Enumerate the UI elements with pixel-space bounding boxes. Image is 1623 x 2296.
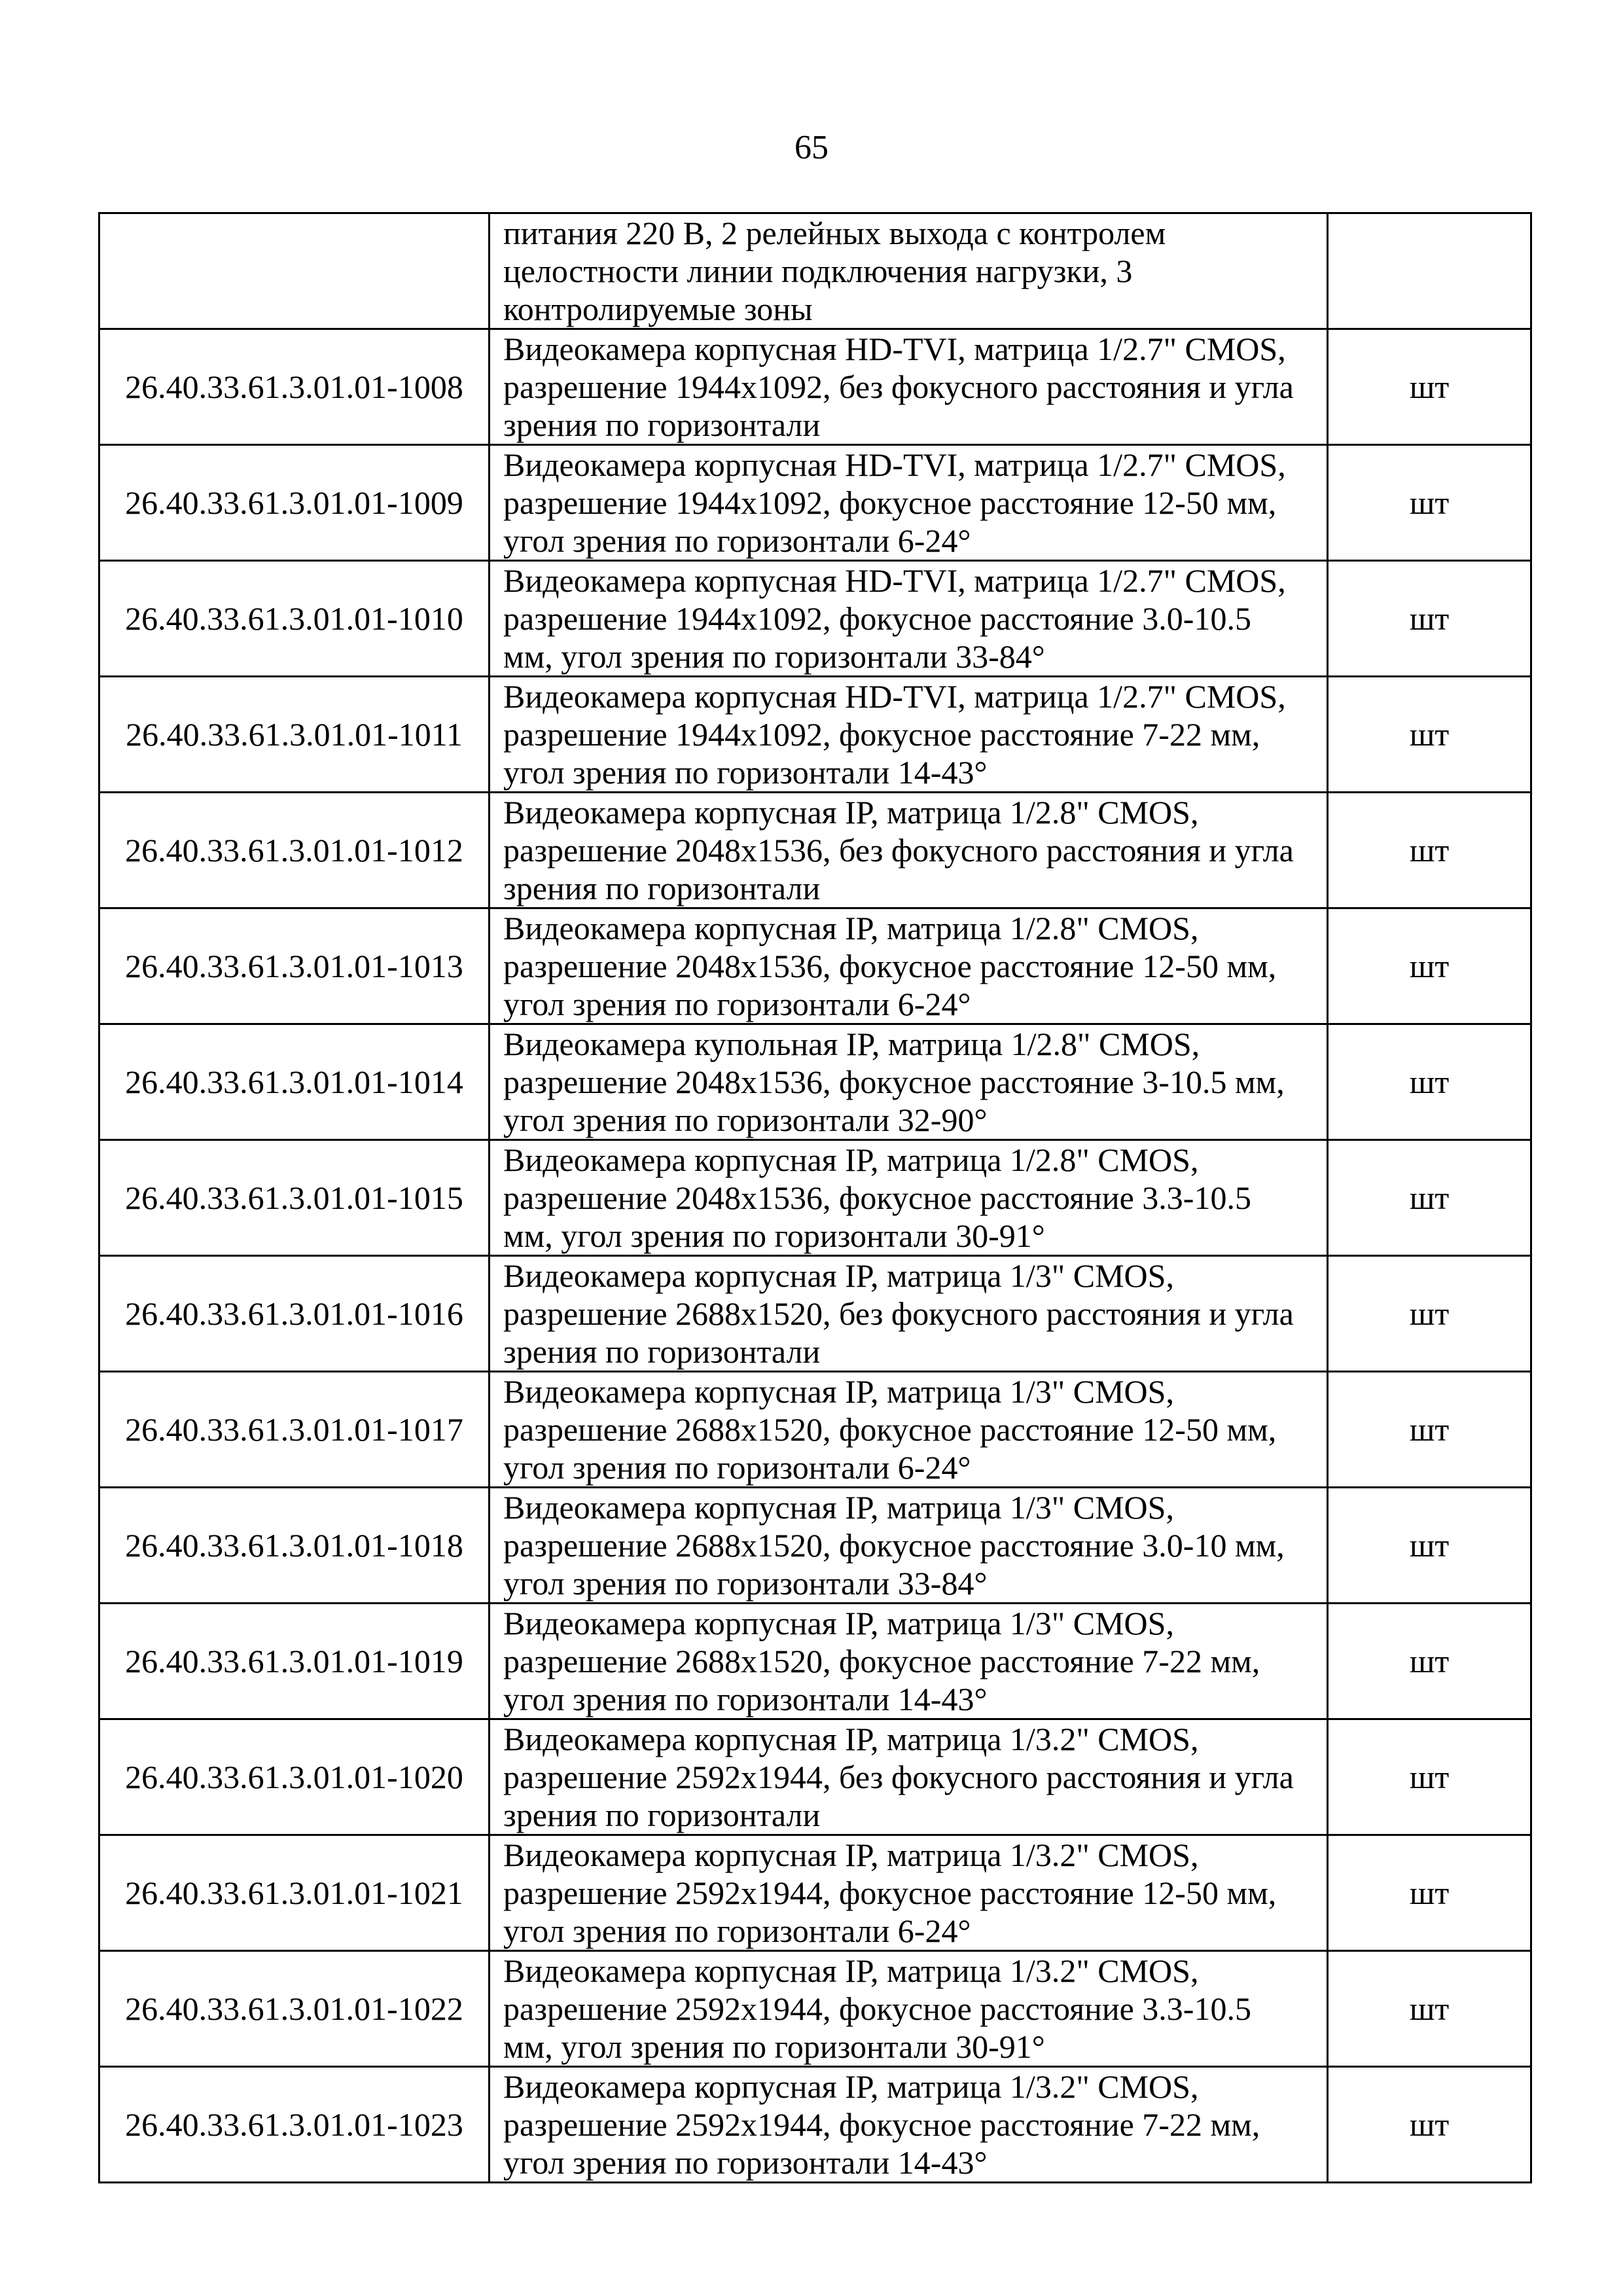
unit-cell: шт bbox=[1328, 1372, 1531, 1488]
description-line: угол зрения по горизонтали 6-24° bbox=[503, 1449, 971, 1486]
description-line: угол зрения по горизонтали 6-24° bbox=[503, 522, 971, 559]
resource-code-cell: 26.40.33.61.3.01.01-1022 bbox=[99, 1951, 490, 2067]
unit-cell: шт bbox=[1328, 1604, 1531, 1719]
description-line: питания 220 В, 2 релейных выхода с контролем bbox=[503, 215, 1166, 251]
resource-description-cell bbox=[490, 1488, 1328, 1604]
description-line: разрешение 2688x1520, фокусное расстояние 7-22 мм, bbox=[503, 1643, 1260, 1679]
table-row bbox=[99, 213, 1531, 329]
unit-cell: шт bbox=[1328, 1256, 1531, 1372]
table-row bbox=[99, 1372, 1531, 1488]
description-line: зрения по горизонтали bbox=[503, 870, 821, 906]
description-line: угол зрения по горизонтали 6-24° bbox=[503, 1912, 971, 1949]
description-line: разрешение 2592x1944, фокусное расстояние 12-50 мм, bbox=[503, 1874, 1277, 1911]
description-line: мм, угол зрения по горизонтали 30-91° bbox=[503, 2028, 1045, 2065]
catalog-table-body bbox=[99, 213, 1531, 2183]
unit-cell: шт bbox=[1328, 561, 1531, 677]
resource-description-cell bbox=[490, 1140, 1328, 1256]
unit-cell: шт bbox=[1328, 677, 1531, 793]
description-line: Видеокамера корпусная IP, матрица 1/3" CMOS, bbox=[503, 1605, 1174, 1641]
resource-code-cell: 26.40.33.61.3.01.01-1018 bbox=[99, 1488, 490, 1604]
description-line: разрешение 2048x1536, без фокусного расстояния и угла bbox=[503, 832, 1294, 869]
unit-cell: шт bbox=[1328, 1024, 1531, 1140]
description-line: разрешение 2048x1536, фокусное расстояние 12-50 мм, bbox=[503, 948, 1277, 984]
description-line: Видеокамера корпусная IP, матрица 1/3.2" CMOS, bbox=[503, 2068, 1199, 2105]
description-line: Видеокамера корпусная IP, матрица 1/2.8" CMOS, bbox=[503, 794, 1199, 831]
description-line: разрешение 1944x1092, фокусное расстояние 7-22 мм, bbox=[503, 716, 1260, 753]
description-line: Видеокамера корпусная IP, матрица 1/2.8" CMOS, bbox=[503, 1141, 1199, 1178]
description-line: зрения по горизонтали bbox=[503, 1797, 821, 1833]
table-row bbox=[99, 1024, 1531, 1140]
resource-code-cell: 26.40.33.61.3.01.01-1020 bbox=[99, 1719, 490, 1835]
description-line: угол зрения по горизонтали 33-84° bbox=[503, 1565, 988, 1602]
resource-description-cell bbox=[490, 2067, 1328, 2183]
description-line: зрения по горизонтали bbox=[503, 1333, 821, 1370]
resource-code-cell: 26.40.33.61.3.01.01-1010 bbox=[99, 561, 490, 677]
description-line: разрешение 2688x1520, фокусное расстояние 12-50 мм, bbox=[503, 1411, 1277, 1448]
resource-description-cell bbox=[490, 1719, 1328, 1835]
unit-cell: шт bbox=[1328, 793, 1531, 908]
description-line: Видеокамера корпусная HD-TVI, матрица 1/2.7" CMOS, bbox=[503, 562, 1286, 599]
description-line: Видеокамера купольная IP, матрица 1/2.8" CMOS, bbox=[503, 1026, 1200, 1062]
description-line: Видеокамера корпусная IP, матрица 1/2.8" CMOS, bbox=[503, 910, 1199, 946]
unit-cell: шт bbox=[1328, 2067, 1531, 2183]
unit-cell: шт bbox=[1328, 1488, 1531, 1604]
resource-description-cell bbox=[490, 561, 1328, 677]
description-line: Видеокамера корпусная HD-TVI, матрица 1/2.7" CMOS, bbox=[503, 331, 1286, 367]
description-line: целостности линии подключения нагрузки, 3 bbox=[503, 253, 1133, 289]
resource-code-cell: 26.40.33.61.3.01.01-1014 bbox=[99, 1024, 490, 1140]
resource-description-cell bbox=[490, 1372, 1328, 1488]
table-row bbox=[99, 677, 1531, 793]
resource-description-cell bbox=[490, 793, 1328, 908]
description-line: разрешение 1944x1092, фокусное расстояние 3.0-10.5 bbox=[503, 600, 1251, 637]
resource-code-cell: 26.40.33.61.3.01.01-1015 bbox=[99, 1140, 490, 1256]
description-line: мм, угол зрения по горизонтали 33-84° bbox=[503, 638, 1045, 675]
table-row bbox=[99, 1951, 1531, 2067]
unit-cell: шт bbox=[1328, 1719, 1531, 1835]
resource-description-cell bbox=[490, 213, 1328, 329]
unit-cell: шт bbox=[1328, 1140, 1531, 1256]
description-line: угол зрения по горизонтали 14-43° bbox=[503, 754, 988, 791]
resource-description-cell bbox=[490, 329, 1328, 445]
resource-code-cell: 26.40.33.61.3.01.01-1011 bbox=[99, 677, 490, 793]
resource-description-cell bbox=[490, 1951, 1328, 2067]
resource-description-cell bbox=[490, 677, 1328, 793]
description-line: контролируемые зоны bbox=[503, 291, 813, 327]
description-line: разрешение 2688x1520, фокусное расстояние 3.0-10 мм, bbox=[503, 1527, 1285, 1564]
resource-code-cell: 26.40.33.61.3.01.01-1012 bbox=[99, 793, 490, 908]
table-row bbox=[99, 329, 1531, 445]
description-line: разрешение 2592x1944, фокусное расстояние 3.3-10.5 bbox=[503, 1990, 1251, 2027]
description-line: Видеокамера корпусная HD-TVI, матрица 1/2.7" CMOS, bbox=[503, 678, 1286, 715]
resource-code-cell: 26.40.33.61.3.01.01-1009 bbox=[99, 445, 490, 561]
description-line: Видеокамера корпусная IP, матрица 1/3.2" CMOS, bbox=[503, 1837, 1199, 1873]
description-line: угол зрения по горизонтали 32-90° bbox=[503, 1102, 988, 1138]
description-line: разрешение 2592x1944, без фокусного расстояния и угла bbox=[503, 1759, 1294, 1795]
unit-cell: шт bbox=[1328, 1835, 1531, 1951]
description-line: мм, угол зрения по горизонтали 30-91° bbox=[503, 1217, 1045, 1254]
table-row bbox=[99, 1604, 1531, 1719]
table-row bbox=[99, 561, 1531, 677]
unit-cell: шт bbox=[1328, 908, 1531, 1024]
description-line: разрешение 2048x1536, фокусное расстояние 3.3-10.5 bbox=[503, 1179, 1251, 1216]
table-row bbox=[99, 1140, 1531, 1256]
table-row bbox=[99, 1835, 1531, 1951]
description-line: угол зрения по горизонтали 14-43° bbox=[503, 2144, 988, 2181]
resource-description-cell bbox=[490, 1024, 1328, 1140]
resource-description-cell bbox=[490, 908, 1328, 1024]
description-line: разрешение 1944x1092, фокусное расстояние 12-50 мм, bbox=[503, 484, 1277, 521]
resource-code-cell bbox=[99, 213, 490, 329]
description-line: Видеокамера корпусная IP, матрица 1/3.2" CMOS, bbox=[503, 1721, 1199, 1757]
catalog-table bbox=[98, 212, 1532, 2183]
resource-code-cell: 26.40.33.61.3.01.01-1023 bbox=[99, 2067, 490, 2183]
table-row bbox=[99, 2067, 1531, 2183]
resource-description-cell bbox=[490, 1835, 1328, 1951]
description-line: Видеокамера корпусная HD-TVI, матрица 1/2.7" CMOS, bbox=[503, 446, 1286, 483]
resource-description-cell bbox=[490, 1604, 1328, 1719]
resource-description-cell bbox=[490, 1256, 1328, 1372]
table-row bbox=[99, 445, 1531, 561]
description-line: Видеокамера корпусная IP, матрица 1/3" CMOS, bbox=[503, 1373, 1174, 1410]
description-line: Видеокамера корпусная IP, матрица 1/3" CMOS, bbox=[503, 1257, 1174, 1294]
resource-code-cell: 26.40.33.61.3.01.01-1008 bbox=[99, 329, 490, 445]
description-line: Видеокамера корпусная IP, матрица 1/3" CMOS, bbox=[503, 1489, 1174, 1526]
table-row bbox=[99, 1256, 1531, 1372]
resource-code-cell: 26.40.33.61.3.01.01-1016 bbox=[99, 1256, 490, 1372]
description-line: зрения по горизонтали bbox=[503, 406, 821, 443]
page-number: 65 bbox=[794, 129, 829, 166]
unit-cell: шт bbox=[1328, 329, 1531, 445]
unit-cell: шт bbox=[1328, 1951, 1531, 2067]
table-row bbox=[99, 793, 1531, 908]
table-row bbox=[99, 1488, 1531, 1604]
description-line: разрешение 2592x1944, фокусное расстояние 7-22 мм, bbox=[503, 2106, 1260, 2143]
description-line: разрешение 1944x1092, без фокусного расстояния и угла bbox=[503, 368, 1294, 405]
resource-code-cell: 26.40.33.61.3.01.01-1021 bbox=[99, 1835, 490, 1951]
unit-cell: шт bbox=[1328, 445, 1531, 561]
resource-code-cell: 26.40.33.61.3.01.01-1013 bbox=[99, 908, 490, 1024]
table-row bbox=[99, 908, 1531, 1024]
table-row bbox=[99, 1719, 1531, 1835]
description-line: разрешение 2688x1520, без фокусного расстояния и угла bbox=[503, 1295, 1294, 1332]
description-line: Видеокамера корпусная IP, матрица 1/3.2" CMOS, bbox=[503, 1952, 1199, 1989]
resource-code-cell: 26.40.33.61.3.01.01-1017 bbox=[99, 1372, 490, 1488]
resource-description-cell bbox=[490, 445, 1328, 561]
description-line: угол зрения по горизонтали 14-43° bbox=[503, 1681, 988, 1717]
description-line: разрешение 2048x1536, фокусное расстояние 3-10.5 мм, bbox=[503, 1064, 1285, 1100]
description-line: угол зрения по горизонтали 6-24° bbox=[503, 986, 971, 1022]
unit-cell bbox=[1328, 213, 1531, 329]
resource-code-cell: 26.40.33.61.3.01.01-1019 bbox=[99, 1604, 490, 1719]
